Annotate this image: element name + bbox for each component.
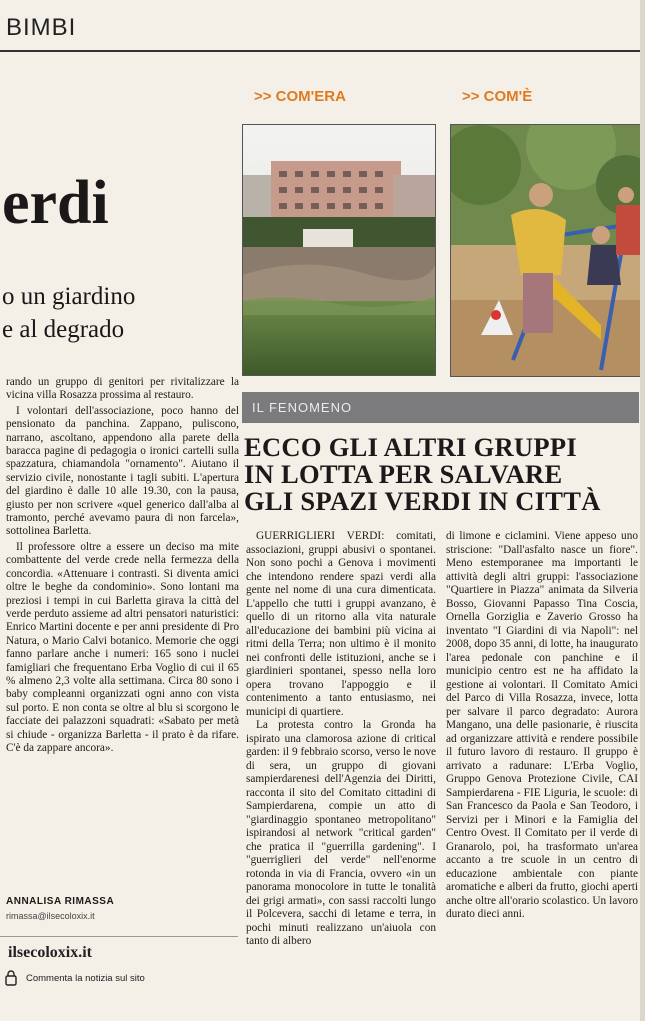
- section-label: BIMBI: [6, 14, 77, 41]
- photo-before: [242, 124, 436, 376]
- feature-column-2: [446, 530, 638, 922]
- comment-icon: [4, 970, 18, 986]
- headline-line: ECCO GLI ALTRI GRUPPI: [244, 432, 577, 462]
- subtitle-line: o un giardino: [2, 283, 136, 310]
- left-article-body: [6, 376, 239, 757]
- section-divider: [0, 50, 645, 52]
- section-header: [0, 0, 645, 50]
- page-edge: [640, 0, 645, 1021]
- photo-after-image: [451, 125, 641, 376]
- left-article-subtitle: [2, 280, 240, 346]
- headline-line: GLI SPAZI VERDI IN CITTÀ: [244, 486, 601, 516]
- paragraph: I volontari dell'associazione, poco hanno del pensionato da panchina. Zappano, puliscono, narrano, ascoltano, appendono alla parete della baracca pagine di pedagogia o ironici cartelli sulla spazzatura, chiamandola "ornamento". Aiutano il servizio civile, nonostante i tagli subiti. L'apertura del giardino è dalle 10 alle 19.30, con la pausa, giusto per non scrivere «quel generico dall'alba al tramonto, perché avevamo paura di non farcela», sottolinea Barletta.: [6, 404, 239, 538]
- feature-kicker: IL FENOMENO: [252, 400, 353, 415]
- author-name: ANNALISA RIMASSA: [6, 896, 115, 907]
- feature-headline: [244, 434, 640, 515]
- paragraph: di limone e ciclamini. Viene appeso uno striscione: "Dall'asfalto nasce un fiore". Meno estemporanee ma importanti le attività degli altri gruppi: l'associazione "Quartiere in Piazza" animata da Silveria Bosso, Giovanni Papasso Tina Coscia, Ornella Gorziglia e Zaverio Grosso ha inventato "I Giardini di via Napoli": nel 2008, dopo 35 anni, di lotte, ha inaugurato l'area pedonale con panchine e il municipio centro est ne ha affidato la gestione ai volontari. Il Comitato Amici del Parco di Villa Rosazza, invece, lotta per salvare il parco degradato: Aurora Mangano, una delle pasionarie, è riuscita ad organizzare attività e rendere possibile il futuro lavoro di restauro. Il gruppo è arrivato a radunare: L'Erba Voglio, Gruppo Genova Protezione Civile, CAI Sampierdarena - FIE Liguria, le scuole: di San Francesco da Paola e San Teodoro, i Servizi per i Minori e la Famiglia del Centro Ovest. Il Comitato per il verde di Granarolo, poi, ha trasformato un'area accanto a tre scuole in un centro di educazione ambientale con piante aromatiche e alberi da frutto, giochi aperti anche oltre all'orario scolastico. Un lavoro durato dieci anni.: [446, 530, 639, 920]
- feature-kicker-bar: [242, 392, 639, 423]
- show-through-texture: [100, 56, 640, 126]
- photo-before-image: [243, 125, 435, 375]
- paragraph: La protesta contro la Gronda ha ispirato una clamorosa azione di critical garden: il 9 febbraio scorso, verso le nove di sera, un gruppo di giovani sampierdarenesi dell'Agenzia dei Diritti, racconta il sito del Comitato cittadini di Sampierdarena, compie un atto di "giardinaggio spontaneo metropolitano" ispirandosi al network "critical garden" che pratica il "guerrilla gardening". I "guerriglieri del verde" nell'enorme rotonda in via di Francia, ovvero «in un panorama monocolore in tutte le tonalità dei grigi armati», con sassi raccolti lungo il Polcevera, sacchi di letame e terra, in pochi minuti realizzano un'aiuola con tanto di albero: [246, 719, 436, 947]
- photo-label-after: >> COM'È: [462, 88, 533, 105]
- subtitle-line: e al degrado: [2, 316, 125, 343]
- comment-note[interactable]: Commenta la notizia sul sito: [26, 973, 145, 984]
- photo-label-before: >> COM'ERA: [254, 88, 346, 105]
- feature-column-1: [246, 530, 436, 949]
- photo-after: [450, 124, 642, 377]
- site-link[interactable]: ilsecoloxix.it: [8, 944, 92, 961]
- site-divider: [0, 936, 238, 937]
- paragraph: rando un gruppo di genitori per rivitalizzare la vicina villa Rosazza prossima al restauro.: [6, 376, 239, 402]
- left-article-title: erdi: [2, 169, 109, 237]
- author-email[interactable]: rimassa@ilsecoloxix.it: [6, 911, 95, 921]
- paragraph: GUERRIGLIERI VERDI: comitati, associazioni, gruppi abusivi o spontanei. Non sono pochi a Genova i movimenti che intendono rendere spazi verdi alla gente nel nome di una cura dimenticata. L'appello che tutti i gruppi avanzano, è quello di un ritorno alla vita naturale all'educazione dei bambini più vicina ai ritmi della Terra; non ultimo è il monito nei confronti delle istituzioni, anche se i giardinieri spontanei, spesso nella loro opera trovano l'appoggio e il contenimento a tanto entusiasmo, nei municipi di quartiere.: [246, 530, 436, 718]
- paragraph: Il professore oltre a essere un deciso ma mite combattente del verde crede nella fermezza della concordia. «Attenuare i contrasti. Si diventa amici oltre le beghe da condominio». Sono lontani ma preziosi i tempi in cui Barletta girava la città del verde perduto assieme ad altri pensatori naturistici: Enrico Martini docente e per anni presidente di Pro Natura, o Mario Calvi botanico. Memorie che oggi fanno parlare anche i numeri: 165 sono i nuclei famigliari che frequentano Erba Voglio di cui il 65 % almeno 2,3 volte alla settimana. Circa 80 sono i baby compleanni organizzati ogni anno con vista sul porto. E non conta se oltre al blu si scorgono le facciate dei palazzoni squadrati: «Sabato per metà si chiude - organizza Barletta - il prato è da rifare. C'è da zappare ancora».: [6, 540, 239, 754]
- headline-line: IN LOTTA PER SALVARE: [244, 459, 563, 489]
